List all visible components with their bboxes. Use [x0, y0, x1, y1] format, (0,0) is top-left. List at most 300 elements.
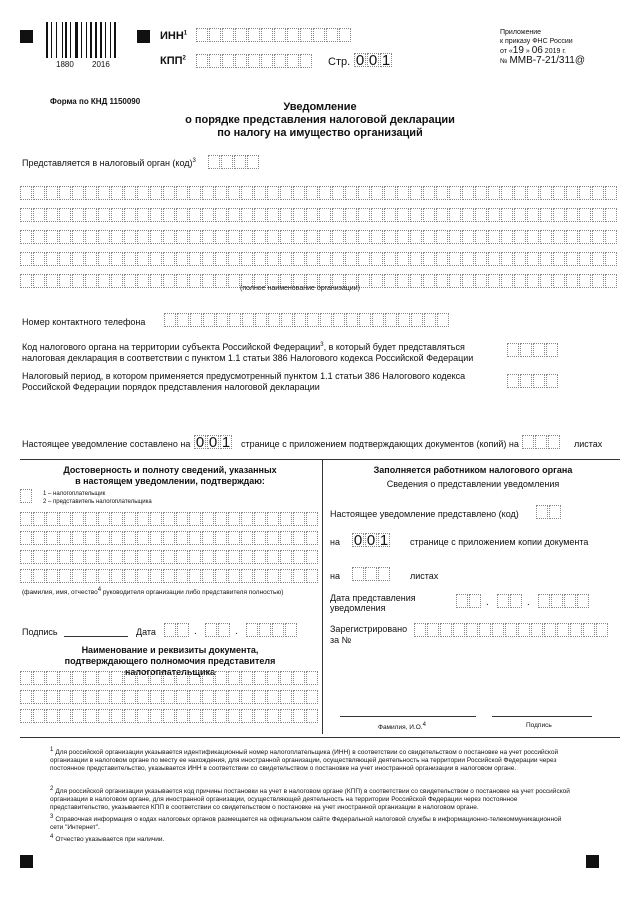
input-cell[interactable] [358, 230, 370, 244]
input-cell[interactable] [46, 186, 58, 200]
input-cell[interactable] [488, 252, 500, 266]
input-cell[interactable] [345, 186, 357, 200]
input-cell[interactable] [306, 550, 318, 564]
input-cell[interactable] [553, 274, 565, 288]
input-cell[interactable] [287, 54, 299, 68]
input-cell[interactable] [59, 208, 71, 222]
input-cell[interactable] [436, 252, 448, 266]
input-cell[interactable] [202, 512, 214, 526]
input-cell[interactable] [583, 623, 595, 637]
input-cell[interactable] [549, 505, 561, 519]
input-cell[interactable] [46, 531, 58, 545]
input-cell[interactable] [222, 54, 234, 68]
input-cell[interactable] [176, 531, 188, 545]
sign-date-month[interactable] [205, 623, 231, 637]
input-cell[interactable] [280, 671, 292, 685]
input-cell[interactable] [414, 623, 426, 637]
input-cell[interactable] [488, 186, 500, 200]
input-cell[interactable] [254, 208, 266, 222]
input-cell[interactable] [469, 594, 481, 608]
input-cell[interactable] [535, 435, 547, 449]
sign-date-year[interactable] [246, 623, 298, 637]
input-cell[interactable] [98, 274, 110, 288]
input-cell[interactable] [137, 208, 149, 222]
input-cell[interactable] [254, 671, 266, 685]
input-cell[interactable] [137, 671, 149, 685]
input-cell[interactable] [449, 274, 461, 288]
input-cell[interactable] [533, 343, 545, 357]
input-cell[interactable] [124, 252, 136, 266]
input-cell[interactable] [436, 230, 448, 244]
input-cell[interactable] [293, 671, 305, 685]
grid-row[interactable] [20, 531, 319, 545]
input-cell[interactable] [488, 208, 500, 222]
input-cell[interactable] [352, 567, 364, 581]
input-cell[interactable] [570, 623, 582, 637]
input-cell[interactable]: 1 [379, 532, 389, 549]
input-cell[interactable] [241, 208, 253, 222]
input-cell[interactable] [215, 208, 227, 222]
input-cell[interactable] [241, 186, 253, 200]
input-cell[interactable] [176, 186, 188, 200]
input-cell[interactable] [272, 623, 284, 637]
input-cell[interactable] [261, 54, 273, 68]
input-cell[interactable] [274, 54, 286, 68]
input-cell[interactable] [98, 186, 110, 200]
input-cell[interactable] [150, 186, 162, 200]
input-cell[interactable] [176, 690, 188, 704]
input-cell[interactable] [605, 230, 617, 244]
input-cell[interactable] [267, 512, 279, 526]
input-cell[interactable] [202, 690, 214, 704]
input-cell[interactable] [163, 252, 175, 266]
input-cell[interactable] [280, 690, 292, 704]
input-cell[interactable] [267, 531, 279, 545]
input-cell[interactable] [59, 186, 71, 200]
input-cell[interactable] [176, 512, 188, 526]
input-cell[interactable] [241, 230, 253, 244]
input-cell[interactable] [319, 186, 331, 200]
input-cell[interactable] [592, 230, 604, 244]
input-cell[interactable] [410, 230, 422, 244]
input-cell[interactable] [46, 550, 58, 564]
period-cells[interactable] [507, 374, 559, 388]
input-cell[interactable] [228, 709, 240, 723]
input-cell[interactable] [255, 313, 267, 327]
received-date-month[interactable] [497, 594, 523, 608]
input-cell[interactable] [33, 709, 45, 723]
input-cell[interactable] [33, 208, 45, 222]
input-cell[interactable] [111, 550, 123, 564]
input-cell[interactable] [280, 531, 292, 545]
input-cell[interactable] [189, 709, 201, 723]
input-cell[interactable] [306, 512, 318, 526]
input-cell[interactable] [293, 252, 305, 266]
input-cell[interactable] [259, 623, 271, 637]
input-cell[interactable] [436, 186, 448, 200]
input-cell[interactable] [384, 230, 396, 244]
input-cell[interactable] [527, 274, 539, 288]
input-cell[interactable] [254, 230, 266, 244]
input-cell[interactable] [46, 512, 58, 526]
input-cell[interactable] [150, 671, 162, 685]
input-cell[interactable] [332, 208, 344, 222]
input-cell[interactable] [189, 550, 201, 564]
input-cell[interactable] [293, 186, 305, 200]
input-cell[interactable] [410, 252, 422, 266]
input-cell[interactable] [85, 550, 97, 564]
input-cell[interactable] [306, 186, 318, 200]
input-cell[interactable] [124, 208, 136, 222]
input-cell[interactable] [33, 569, 45, 583]
input-cell[interactable] [397, 208, 409, 222]
input-cell[interactable] [176, 550, 188, 564]
input-cell[interactable] [202, 671, 214, 685]
input-cell[interactable] [536, 505, 548, 519]
inn-cells[interactable] [196, 28, 352, 42]
input-cell[interactable] [505, 623, 517, 637]
input-cell[interactable] [384, 252, 396, 266]
input-cell[interactable] [59, 531, 71, 545]
input-cell[interactable] [592, 252, 604, 266]
input-cell[interactable] [285, 623, 297, 637]
sign-date-day[interactable] [164, 623, 190, 637]
input-cell[interactable] [72, 230, 84, 244]
input-cell[interactable] [177, 313, 189, 327]
input-cell[interactable] [72, 512, 84, 526]
input-cell[interactable] [163, 531, 175, 545]
input-cell[interactable]: 0 [368, 52, 378, 69]
input-cell[interactable] [59, 569, 71, 583]
input-cell[interactable] [189, 690, 201, 704]
input-cell[interactable] [215, 671, 227, 685]
input-cell[interactable] [215, 252, 227, 266]
input-cell[interactable] [241, 671, 253, 685]
input-cell[interactable] [436, 274, 448, 288]
input-cell[interactable] [163, 690, 175, 704]
input-cell[interactable] [235, 54, 247, 68]
input-cell[interactable] [202, 186, 214, 200]
input-cell[interactable] [410, 208, 422, 222]
received-pages-cells[interactable] [352, 533, 391, 547]
input-cell[interactable] [189, 208, 201, 222]
grid-row[interactable] [20, 252, 618, 266]
input-cell[interactable] [20, 489, 32, 503]
input-cell[interactable] [222, 28, 234, 42]
input-cell[interactable] [397, 252, 409, 266]
input-cell[interactable] [33, 690, 45, 704]
input-cell[interactable] [319, 230, 331, 244]
input-cell[interactable] [163, 186, 175, 200]
input-cell[interactable] [228, 230, 240, 244]
input-cell[interactable] [137, 252, 149, 266]
input-cell[interactable] [46, 569, 58, 583]
input-cell[interactable] [202, 531, 214, 545]
input-cell[interactable] [365, 567, 377, 581]
input-cell[interactable] [59, 550, 71, 564]
input-cell[interactable] [371, 274, 383, 288]
input-cell[interactable] [557, 623, 569, 637]
input-cell[interactable] [72, 709, 84, 723]
input-cell[interactable] [514, 230, 526, 244]
input-cell[interactable] [176, 208, 188, 222]
input-cell[interactable] [85, 252, 97, 266]
input-cell[interactable] [176, 274, 188, 288]
input-cell[interactable] [98, 709, 110, 723]
input-cell[interactable] [20, 208, 32, 222]
input-cell[interactable] [300, 54, 312, 68]
input-cell[interactable] [20, 709, 32, 723]
input-cell[interactable] [254, 550, 266, 564]
input-cell[interactable] [540, 208, 552, 222]
input-cell[interactable] [176, 569, 188, 583]
input-cell[interactable] [423, 252, 435, 266]
input-cell[interactable] [579, 252, 591, 266]
input-cell[interactable] [261, 28, 273, 42]
input-cell[interactable] [280, 550, 292, 564]
input-cell[interactable] [453, 623, 465, 637]
input-cell[interactable] [215, 550, 227, 564]
input-cell[interactable] [46, 690, 58, 704]
input-cell[interactable] [372, 313, 384, 327]
input-cell[interactable]: 1 [221, 434, 231, 451]
received-date-year[interactable] [538, 594, 590, 608]
input-cell[interactable] [501, 230, 513, 244]
input-cell[interactable] [241, 709, 253, 723]
input-cell[interactable] [229, 313, 241, 327]
input-cell[interactable]: 1 [381, 52, 391, 69]
input-cell[interactable] [293, 230, 305, 244]
officer-sign-line[interactable] [492, 716, 592, 717]
input-cell[interactable] [384, 208, 396, 222]
input-cell[interactable] [46, 230, 58, 244]
input-cell[interactable] [507, 343, 519, 357]
input-cell[interactable] [98, 208, 110, 222]
input-cell[interactable] [437, 313, 449, 327]
input-cell[interactable] [488, 274, 500, 288]
input-cell[interactable] [124, 671, 136, 685]
input-cell[interactable] [85, 690, 97, 704]
input-cell[interactable] [137, 512, 149, 526]
input-cell[interactable] [345, 208, 357, 222]
input-cell[interactable] [46, 671, 58, 685]
composed-pages-cells[interactable] [194, 435, 233, 449]
grid-row[interactable] [20, 671, 319, 685]
input-cell[interactable] [306, 569, 318, 583]
input-cell[interactable] [241, 512, 253, 526]
tax-organ-cells[interactable] [208, 155, 260, 169]
input-cell[interactable] [33, 512, 45, 526]
input-cell[interactable] [20, 690, 32, 704]
input-cell[interactable] [501, 252, 513, 266]
input-cell[interactable] [475, 186, 487, 200]
input-cell[interactable] [98, 671, 110, 685]
input-cell[interactable] [332, 230, 344, 244]
input-cell[interactable] [150, 512, 162, 526]
input-cell[interactable] [564, 594, 576, 608]
input-cell[interactable] [20, 550, 32, 564]
input-cell[interactable] [46, 709, 58, 723]
presented-code-cell[interactable] [536, 505, 562, 519]
input-cell[interactable] [514, 186, 526, 200]
input-cell[interactable] [33, 671, 45, 685]
input-cell[interactable] [59, 690, 71, 704]
input-cell[interactable] [566, 230, 578, 244]
input-cell[interactable] [293, 208, 305, 222]
input-cell[interactable] [163, 274, 175, 288]
input-cell[interactable] [280, 569, 292, 583]
input-cell[interactable] [150, 274, 162, 288]
input-cell[interactable] [546, 343, 558, 357]
input-cell[interactable] [501, 274, 513, 288]
input-cell[interactable] [254, 569, 266, 583]
input-cell[interactable] [189, 230, 201, 244]
input-cell[interactable] [306, 531, 318, 545]
input-cell[interactable] [410, 186, 422, 200]
input-cell[interactable] [423, 186, 435, 200]
input-cell[interactable] [533, 374, 545, 388]
input-cell[interactable] [215, 569, 227, 583]
input-cell[interactable] [280, 512, 292, 526]
input-cell[interactable] [527, 208, 539, 222]
input-cell[interactable] [85, 569, 97, 583]
input-cell[interactable] [384, 274, 396, 288]
input-cell[interactable] [546, 374, 558, 388]
input-cell[interactable] [507, 374, 519, 388]
input-cell[interactable] [514, 208, 526, 222]
input-cell[interactable] [267, 671, 279, 685]
input-cell[interactable]: 0 [366, 532, 376, 549]
input-cell[interactable] [111, 569, 123, 583]
input-cell[interactable] [124, 186, 136, 200]
input-cell[interactable] [306, 709, 318, 723]
input-cell[interactable]: 0 [208, 434, 218, 451]
input-cell[interactable] [124, 709, 136, 723]
input-cell[interactable] [208, 155, 220, 169]
input-cell[interactable] [241, 550, 253, 564]
input-cell[interactable] [449, 230, 461, 244]
input-cell[interactable] [177, 623, 189, 637]
input-cell[interactable] [423, 208, 435, 222]
input-cell[interactable] [20, 252, 32, 266]
input-cell[interactable] [371, 208, 383, 222]
input-cell[interactable] [98, 252, 110, 266]
grid-row[interactable] [20, 208, 618, 222]
input-cell[interactable] [85, 230, 97, 244]
input-cell[interactable] [510, 594, 522, 608]
input-cell[interactable] [293, 709, 305, 723]
input-cell[interactable] [267, 230, 279, 244]
input-cell[interactable] [98, 230, 110, 244]
input-cell[interactable] [46, 252, 58, 266]
input-cell[interactable] [124, 230, 136, 244]
input-cell[interactable] [319, 252, 331, 266]
input-cell[interactable] [293, 512, 305, 526]
input-cell[interactable] [345, 230, 357, 244]
input-cell[interactable] [202, 208, 214, 222]
input-cell[interactable] [59, 230, 71, 244]
input-cell[interactable] [449, 252, 461, 266]
input-cell[interactable] [319, 208, 331, 222]
input-cell[interactable] [202, 252, 214, 266]
input-cell[interactable] [280, 208, 292, 222]
grid-row[interactable] [20, 550, 319, 564]
page-number-cells[interactable] [354, 53, 393, 67]
input-cell[interactable] [203, 313, 215, 327]
grid-row[interactable] [20, 690, 319, 704]
input-cell[interactable] [592, 274, 604, 288]
input-cell[interactable] [137, 709, 149, 723]
input-cell[interactable] [137, 550, 149, 564]
input-cell[interactable] [20, 512, 32, 526]
input-cell[interactable] [540, 274, 552, 288]
input-cell[interactable] [514, 252, 526, 266]
input-cell[interactable] [124, 531, 136, 545]
input-cell[interactable] [475, 252, 487, 266]
input-cell[interactable] [228, 671, 240, 685]
input-cell[interactable] [98, 512, 110, 526]
input-cell[interactable] [566, 274, 578, 288]
input-cell[interactable] [520, 343, 532, 357]
input-cell[interactable] [111, 252, 123, 266]
input-cell[interactable] [111, 208, 123, 222]
input-cell[interactable] [358, 252, 370, 266]
input-cell[interactable] [456, 594, 468, 608]
input-cell[interactable] [427, 623, 439, 637]
input-cell[interactable] [254, 186, 266, 200]
input-cell[interactable] [215, 186, 227, 200]
signature-line[interactable] [64, 636, 128, 637]
input-cell[interactable] [497, 594, 509, 608]
input-cell[interactable] [72, 186, 84, 200]
input-cell[interactable] [111, 274, 123, 288]
input-cell[interactable] [33, 531, 45, 545]
input-cell[interactable] [267, 690, 279, 704]
input-cell[interactable] [137, 690, 149, 704]
officer-fio-line[interactable] [340, 716, 476, 717]
input-cell[interactable] [293, 550, 305, 564]
input-cell[interactable] [592, 186, 604, 200]
input-cell[interactable] [577, 594, 589, 608]
input-cell[interactable] [228, 531, 240, 545]
input-cell[interactable] [462, 208, 474, 222]
input-cell[interactable] [124, 569, 136, 583]
input-cell[interactable] [72, 252, 84, 266]
input-cell[interactable] [306, 230, 318, 244]
input-cell[interactable] [462, 186, 474, 200]
subject-code-cells[interactable] [507, 343, 559, 357]
input-cell[interactable] [540, 252, 552, 266]
input-cell[interactable] [268, 313, 280, 327]
input-cell[interactable] [436, 208, 448, 222]
input-cell[interactable] [423, 230, 435, 244]
input-cell[interactable] [306, 252, 318, 266]
input-cell[interactable] [411, 313, 423, 327]
input-cell[interactable] [111, 531, 123, 545]
input-cell[interactable] [605, 186, 617, 200]
input-cell[interactable] [605, 208, 617, 222]
input-cell[interactable] [267, 550, 279, 564]
input-cell[interactable] [241, 531, 253, 545]
input-cell[interactable] [150, 550, 162, 564]
input-cell[interactable] [111, 671, 123, 685]
composed-sheets-cells[interactable] [522, 435, 561, 449]
input-cell[interactable] [538, 594, 550, 608]
input-cell[interactable] [378, 567, 390, 581]
input-cell[interactable] [59, 512, 71, 526]
input-cell[interactable] [248, 28, 260, 42]
input-cell[interactable] [479, 623, 491, 637]
